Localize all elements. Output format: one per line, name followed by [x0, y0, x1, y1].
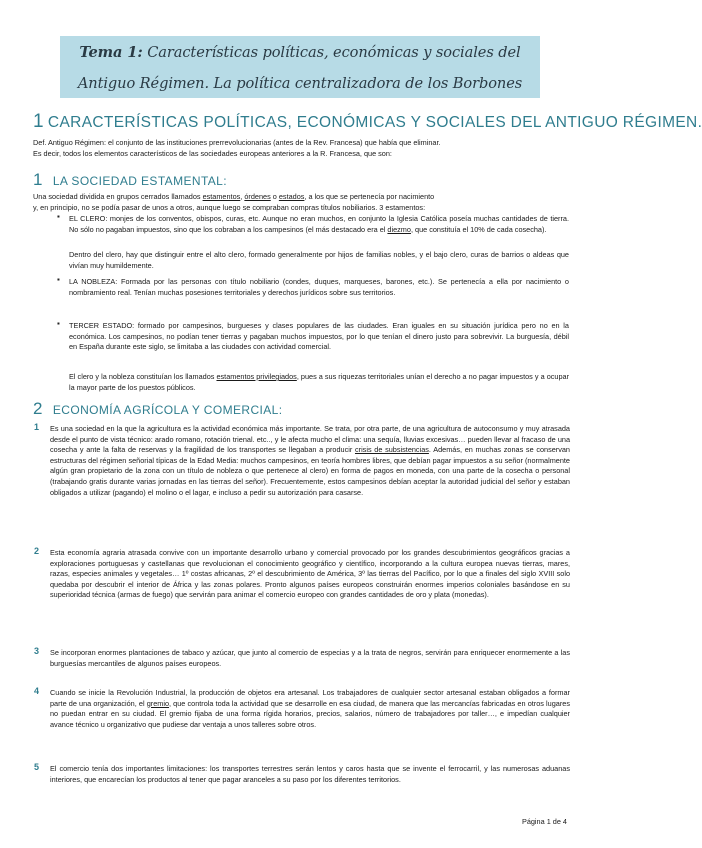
subsection-2-heading: [33, 399, 282, 419]
subsection-1-title: LA SOCIEDAD ESTAMENTAL:: [52, 174, 227, 188]
clero-paragraph-2: Dentro del clero, hay que distinguir entre el alto clero, formado generalmente por hijos de familias nobles, y el bajo clero, curas de barrios o aldeas que vivían muy humildemente.: [69, 250, 569, 270]
term-gremio: gremio: [146, 698, 170, 708]
subsection-2-number: 2: [33, 399, 43, 418]
sociedad-intro-line-1: Una sociedad dividida en grupos cerrados llamados estamentos, órdenes o estados, a los que se pertenecía por nacimiento: [33, 192, 435, 201]
privilegiados-paragraph: El clero y la nobleza constituían los llamados estamentos privilegiados, pues a sus riquezas territoriales unían el derecho a no pagar impuestos y a ocupar la mayor parte de los puestos públicos.: [69, 372, 570, 392]
title-banner: [60, 36, 540, 98]
bullet-nobleza: ▪: [57, 275, 60, 284]
page-number: Página 1 de 4: [521, 817, 567, 826]
definition-line-2: Es decir, todos los elementos característicos de las sociedades europeas anteriores a la R. Francesa, que son:: [33, 148, 392, 158]
item-number-5: 5: [34, 762, 40, 772]
plantaciones-paragraph: Se incorporan enormes plantaciones de tabaco y azúcar, que junto al comercio de especias y a la trata de negros, servirán para enriquecer enormemente a las burguesías mercantiles de algunos países europeos.: [50, 648, 570, 668]
item-number-1: 1: [34, 422, 40, 432]
item-number-4: 4: [34, 686, 40, 696]
term-estamentos: estamentos: [202, 192, 241, 201]
term-estamentos-privilegiados: estamentos privilegiados: [216, 372, 297, 381]
item-number-2: 2: [34, 546, 40, 556]
title-line-1: [60, 36, 540, 67]
comercio-paragraph: El comercio tenía dos importantes limitaciones: los transportes terrestres serán lentos y caros hasta que se invente el ferrocarril, y las numerosas aduanas interiores, que encarecían los productos al tener que pagar aranceles a su paso por los diferentes territorios.: [50, 764, 570, 784]
definition-line-1: Def. Antiguo Régimen: el conjunto de las instituciones prerrevolucionarias (antes de la Rev. Francesa) que había que eliminar.: [33, 138, 441, 147]
clero-paragraph: EL CLERO: monjes de los conventos, obispos, curas, etc. Aunque no eran muchos, en conjunto la Iglesia Católica poseía muchas cantidades de tierra. No sólo no pagaban impuestos, sino que los cobraban a los campesinos (el más destacado era el diezmo, que constituía el 10% de cada cosecha).: [69, 214, 569, 234]
tercer-estado-paragraph: TERCER ESTADO: formado por campesinos, burgueses y clases populares de las ciudades. Eran iguales en su situación jurídica pero no en la económica. Los campesinos, no podían tener tierras y pagaban muchos impuestos, por lo que tenían el dinero justo para sobrevivir. La burguesía, débil en España durante este siglo, se limitaba a las ciudades con actividad comercial.: [69, 321, 569, 352]
nobleza-paragraph: LA NOBLEZA: Formada por las personas con título nobiliario (condes, duques, marqueses, barones, etc.). Se pertenecía a ella por nacimiento o nombramiento real. Tenían muchas posesiones territoriales y derechos jurídicos sobre sus territorios.: [69, 277, 569, 297]
subsection-1-heading: [33, 170, 227, 190]
sociedad-intro-line-2: y, en principio, no se podía pasar de unos a otros, aunque luego se compraban compras títulos nobiliarios. 3 estamentos:: [33, 202, 426, 212]
tema-label: Tema 1:: [79, 44, 143, 61]
subsection-2-title: ECONOMÍA AGRÍCOLA Y COMERCIAL:: [52, 403, 283, 417]
term-crisis-subsistencias: crisis de subsistencias: [354, 445, 429, 455]
item-number-3: 3: [34, 646, 40, 656]
title-line-2: Antiguo Régimen. La política centralizadora de los Borbones: [77, 75, 523, 92]
agricultura-paragraph: Es una sociedad en la que la agricultura es la actividad económica más importante. Se trata, por otra parte, de una agricultura de autoconsumo y muy atrasada desde el punto de vista técnico: arado romano, rotación trienal. etc.., y le afecta mucho el clima: una sequía, lluvias excesivas… pueden llevar al fracaso de una cosecha y ante la falta de reservas y la fragilidad de los transportes se llegaban a producir crisis de subsistencias. Además, en muchas zonas se conservan estructuras del régimen señorial típicas de la Edad Media: muchos campesinos, en teoría hombres libres, que debían pagar impuestos a su señor (normalmente algún gran propietario de la zona con un título de nobleza o que pertenece al clero) en forma de pagos en moneda, con una parte de la cosecha o personal (trabajando gratis durante varias jornadas en las tierras del señor). Frecuentemente, estos campesinos debían aceptar la autoridad judicial del señor y estaban obligados a utilizar (pagando) el molino o el lagar, e incluso a pedir su autorización para casarse.: [50, 424, 570, 497]
descubrimientos-paragraph: Esta economía agraria atrasada convive con un importante desarrollo urbano y comercial provocado por los grandes descubrimientos geográficos gracias a exploraciones portuguesas y castellanas que revolucionan el conocimiento geográfico y científico, incorporando a la cultura europea nuevas tierras, mares, razas, especies animales y vegetales… 1º costas africanas, 2º el descubrimiento de América, 3º las tierras del Pacífico, por lo que a finales del siglo XVIII solo quedaba por descubrir el interior de África y las zonas polares. Pronto algunos países europeos construirán enormes imperios coloniales basándose en su superioridad técnica (armas de fuego) que servirán para animar el comercio europeo con grandes cantidades de oro y plata (monedas).: [50, 548, 570, 600]
bullet-clero: ▪: [57, 212, 60, 221]
gremios-paragraph: Cuando se inicie la Revolución Industrial, la producción de objetos era artesanal. Los trabajadores de cualquier sector artesanal estaban obligados a formar parte de una organización, el gremio, que controla toda la actividad que se desarrolle en esa ciudad, de manera que las mercancías fabricadas en otros lugares no puedan entrar en su ciudad. El gremio fijaba de una forma rígida horarios, precios, salarios, número de trabajadores por taller…, e impedían cualquier avance técnico u organizativo que pudiese dar ventaja a unos talleres sobre otros.: [50, 688, 570, 729]
section-1-heading: [33, 111, 702, 133]
subsection-1-number: 1: [33, 170, 43, 189]
term-diezmo: diezmo: [387, 224, 411, 234]
term-ordenes: órdenes: [244, 192, 271, 201]
section-1-title: CARACTERÍSTICAS POLÍTICAS, ECONÓMICAS Y SOCIALES DEL ANTIGUO RÉGIMEN.: [47, 114, 702, 131]
title-line-1-text: Características políticas, económicas y sociales del: [142, 44, 521, 61]
bullet-tercer-estado: ▪: [57, 319, 60, 328]
section-1-number: 1: [33, 111, 44, 132]
term-estados: estados: [278, 192, 305, 201]
